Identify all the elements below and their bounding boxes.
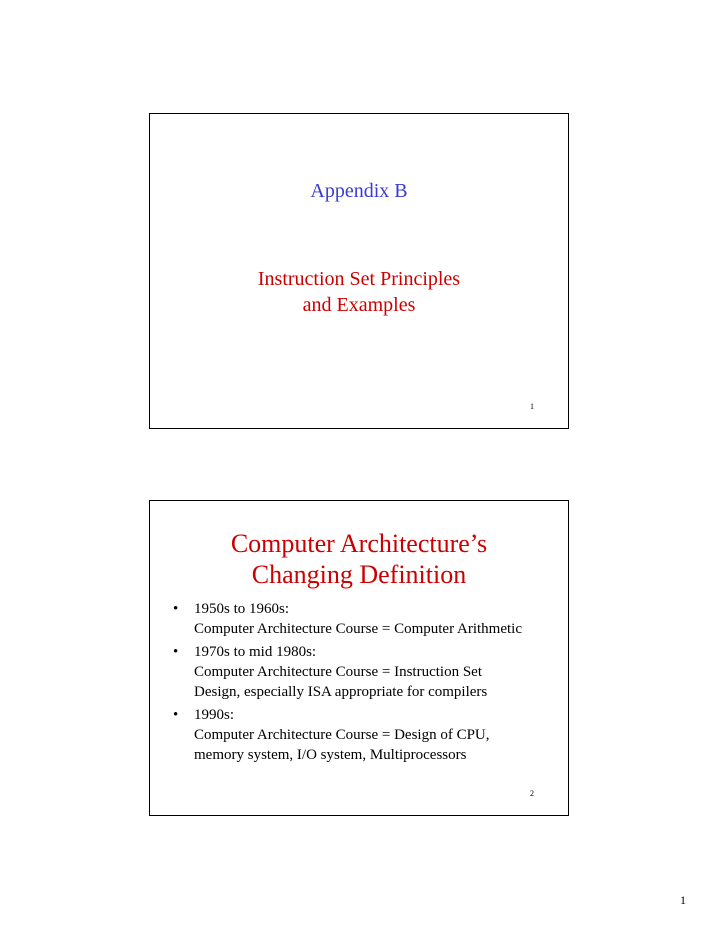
bullet-heading: 1950s to 1960s: bbox=[194, 601, 290, 617]
bullet-heading: 1990s: bbox=[194, 707, 235, 723]
bullet-heading: 1970s to mid 1980s: bbox=[194, 644, 317, 660]
bullet-line: Computer Architecture Course = Instruction Set bbox=[194, 664, 482, 680]
bullet-line: Computer Architecture Course = Design of CPU, bbox=[194, 727, 490, 743]
bullet-line: Computer Architecture Course = Computer Arithmetic bbox=[194, 621, 522, 637]
slide-1-title bbox=[150, 266, 568, 318]
slide-2-title-line-1: Computer Architecture’s bbox=[230, 529, 488, 558]
slide-2-title bbox=[150, 528, 568, 590]
slide-2 bbox=[149, 500, 569, 816]
slide-1 bbox=[149, 113, 569, 429]
slide-1-number: 1 bbox=[530, 402, 534, 411]
bullet-item bbox=[168, 642, 560, 702]
bullet-item bbox=[168, 705, 560, 765]
slide-1-subtitle: Appendix B bbox=[310, 180, 408, 202]
slide-2-bullet-list bbox=[168, 599, 560, 768]
bullet-item bbox=[168, 599, 560, 639]
slide-1-title-line-2: and Examples bbox=[302, 294, 416, 316]
slide-2-title-line-2: Changing Definition bbox=[251, 560, 467, 589]
bullet-dot-icon: • bbox=[173, 707, 179, 723]
bullet-dot-icon: • bbox=[173, 644, 179, 660]
slide-1-title-line-1: Instruction Set Principles bbox=[257, 268, 461, 290]
bullet-line: memory system, I/O system, Multiprocessors bbox=[194, 747, 467, 763]
slide-2-number: 2 bbox=[530, 789, 534, 798]
bullet-dot-icon: • bbox=[173, 601, 179, 617]
page-number: 1 bbox=[680, 893, 686, 907]
bullet-line: Design, especially ISA appropriate for compilers bbox=[194, 684, 488, 700]
